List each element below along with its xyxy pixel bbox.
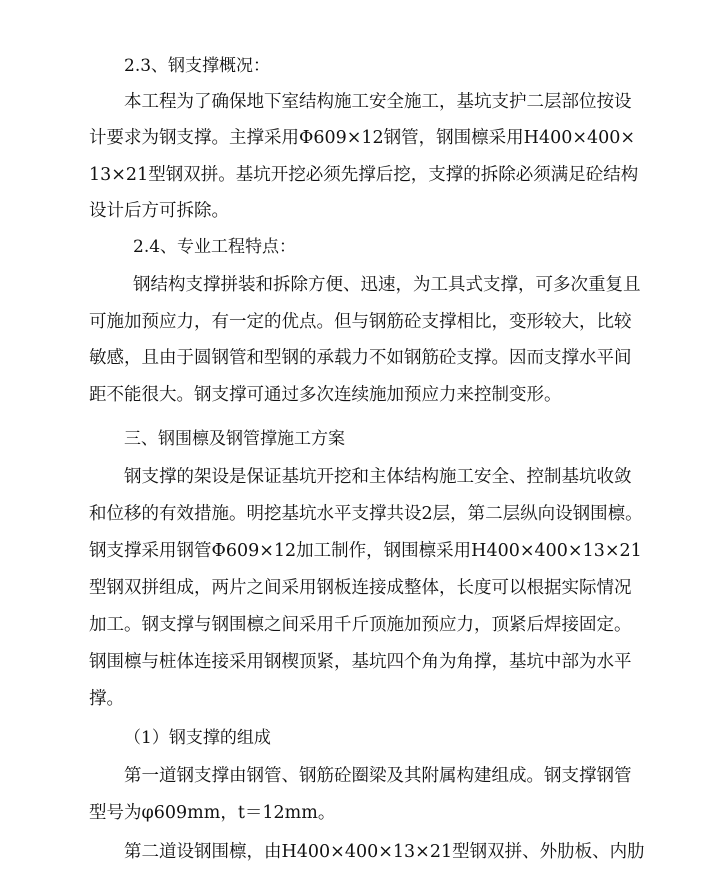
paragraph-line: 距不能很大。钢支撑可通过多次连续施加预应力来控制变形。 [89, 385, 562, 405]
paragraph-line: 钢结构支撑拼装和拆除方便、迅速，为工具式支撑，可多次重复且 [133, 275, 641, 295]
paragraph-line: 钢支撑采用钢管Φ609×12加工制作，钢围檩采用H400×400×13×21 [89, 541, 642, 561]
subsection-1-heading: （1）钢支撑的组成 [124, 728, 271, 748]
section-3-heading: 三、钢围檩及钢管撑施工方案 [124, 429, 345, 449]
section-2-3-heading: 2.3、钢支撑概况： [124, 56, 271, 76]
paragraph-line: 设计后方可拆除。 [89, 201, 229, 221]
paragraph-line: 型号为φ609mm，t＝12mm。 [89, 803, 336, 823]
paragraph-line: 13×21型钢双拼。基坑开挖必须先撑后挖，支撑的拆除必须满足砼结构 [89, 165, 639, 185]
paragraph-line: 可施加预应力，有一定的优点。但与钢筋砼支撑相比，变形较大，比较 [89, 312, 632, 332]
paragraph-line: 型钢双拼组成，两片之间采用钢板连接成整体，长度可以根据实际情况 [89, 578, 632, 598]
section-2-4-heading: 2.4、专业工程特点： [133, 237, 297, 257]
paragraph-line: 第一道钢支撑由钢管、钢筋砼圈梁及其附属构建组成。钢支撑钢管 [124, 766, 632, 786]
paragraph-line: 钢围檩与桩体连接采用钢楔顶紧，基坑四个角为角撑，基坑中部为水平 [89, 652, 632, 672]
paragraph-line: 本工程为了确保地下室结构施工安全施工，基坑支护二层部位按设 [124, 92, 632, 112]
paragraph-line: 敏感，且由于圆钢管和型钢的承载力不如钢筋砼支撑。因而支撑水平间 [89, 348, 632, 368]
paragraph-line: 撑。 [89, 689, 124, 709]
paragraph-line: 第二道设钢围檩，由H400×400×13×21型钢双拼、外肋板、内肋 [124, 842, 645, 862]
paragraph-line: 和位移的有效措施。明挖基坑水平支撑共设2层，第二层纵向设钢围檩。 [89, 504, 643, 524]
paragraph-line: 计要求为钢支撑。主撑采用Φ609×12钢管，钢围檩采用H400×400× [89, 128, 636, 148]
paragraph-line: 钢支撑的架设是保证基坑开挖和主体结构施工安全、控制基坑收敛 [124, 467, 632, 487]
paragraph-line: 加工。钢支撑与钢围檩之间采用千斤顶施加预应力，顶紧后焊接固定。 [89, 615, 632, 635]
